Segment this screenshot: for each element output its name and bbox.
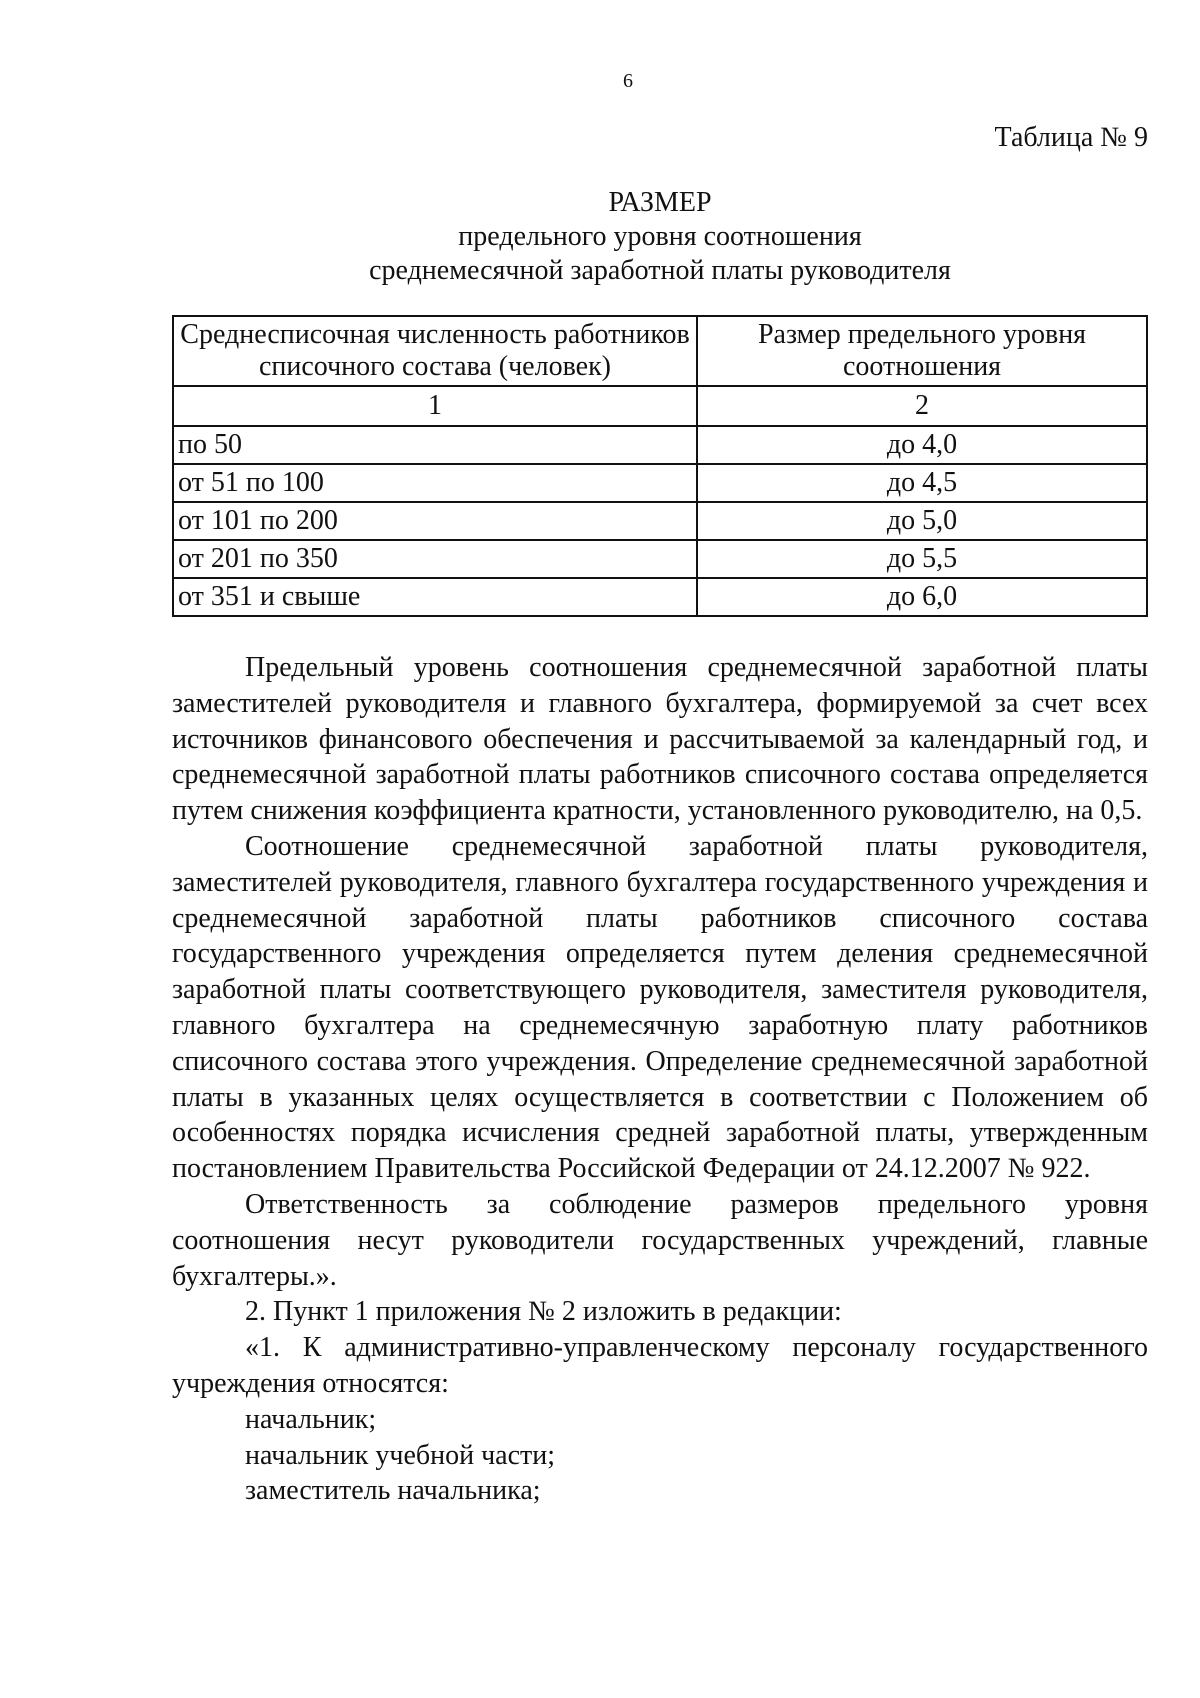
row-ratio: до 5,5: [697, 540, 1147, 578]
list-item: начальник учебной части;: [245, 1439, 556, 1471]
page-number: 6: [623, 70, 633, 92]
heading-line-1: РАЗМЕР: [608, 187, 712, 218]
header-employee-count: Среднесписочная численность работников списочного состава (человек): [173, 316, 697, 386]
ratio-table: [172, 315, 1148, 617]
row-range: от 351 и свыше: [173, 578, 697, 616]
table-row: [173, 502, 1147, 540]
heading-line-2: предельного уровня соотношения: [458, 221, 862, 252]
paragraph-admin-staff: «1. К административно-управленческому персоналу государственного учреждения относятся:: [172, 1332, 1148, 1399]
row-ratio: до 6,0: [697, 578, 1147, 616]
table-row: [173, 540, 1147, 578]
list-item: начальник;: [245, 1403, 377, 1435]
table-heading: [172, 186, 1148, 288]
table-row: [173, 464, 1147, 502]
row-ratio: до 4,0: [697, 426, 1147, 464]
column-number-1: 1: [173, 386, 697, 426]
column-number-row: [173, 386, 1147, 426]
row-range: по 50: [173, 426, 697, 464]
table-row: [173, 578, 1147, 616]
row-range: от 51 по 100: [173, 464, 697, 502]
paragraph-amendment: 2. Пункт 1 приложения № 2 изложить в редакции:: [245, 1296, 842, 1328]
table-label: Таблица № 9: [994, 122, 1148, 153]
heading-line-3: среднемесячной заработной платы руководителя: [369, 255, 951, 286]
row-range: от 201 по 350: [173, 540, 697, 578]
paragraph-deputy-ratio: Предельный уровень соотношения среднемесячной заработной платы заместителей руководителя и главного бухгалтера, формируемой за счет всех источников финансового обеспечения и рассчитываемой за календарный год, и среднемесячной заработной платы работников списочного состава определяется путем снижения коэффициента кратности, установленного руководителю, на 0,5.: [172, 652, 1148, 827]
row-ratio: до 5,0: [697, 502, 1147, 540]
body-text: [172, 650, 1148, 1509]
row-ratio: до 4,5: [697, 464, 1147, 502]
column-number-2: 2: [697, 386, 1147, 426]
row-range: от 101 по 200: [173, 502, 697, 540]
paragraph-ratio-calculation: Соотношение среднемесячной заработной платы руководителя, заместителей руководителя, главного бухгалтера государственного учреждения и среднемесячной заработной платы работников списочного состава государственного учреждения определяется путем деления среднемесячной заработной платы соответствующего руководителя, заместителя руководителя, главного бухгалтера на среднемесячную заработную плату работников списочного состава этого учреждения. Определение среднемесячной заработной платы в указанных целях осуществляется в соответствии с Положением об особенностях порядка исчисления средней заработной платы, утвержденным постановлением Правительства Российской Федерации от 24.12.2007 № 922.: [172, 830, 1148, 1185]
paragraph-responsibility: Ответственность за соблюдение размеров предельного уровня соотношения несут руководители государственных учреждений, главные бухгалтеры.».: [172, 1188, 1148, 1292]
list-item: заместитель начальника;: [245, 1475, 541, 1507]
table-header-row: [173, 316, 1147, 386]
table-row: [173, 426, 1147, 464]
header-ratio-size: Размер предельного уровня соотношения: [697, 316, 1147, 386]
